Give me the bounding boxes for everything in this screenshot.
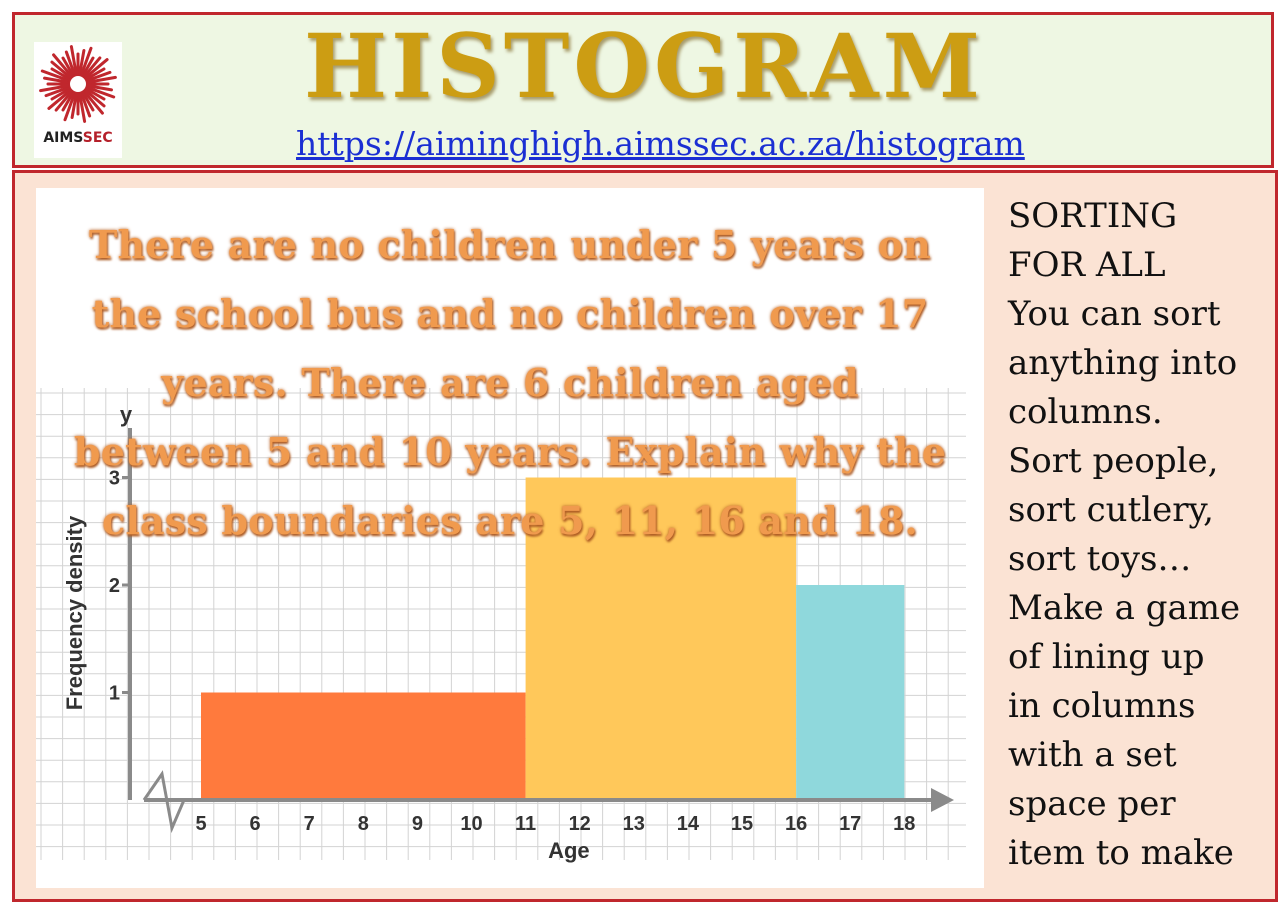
x-tick-label: 9 — [411, 813, 423, 835]
question-line: class boundaries are 5, 11, 16 and 18. — [102, 498, 918, 543]
side-note-line: Sort people, — [1008, 441, 1219, 481]
x-tick-label: 18 — [893, 813, 916, 835]
y-axis-label: Frequency density — [62, 515, 87, 711]
page-title: HISTOGRAM — [304, 14, 984, 118]
y-axis-letter: y — [119, 402, 133, 427]
side-note-line: in columns — [1008, 686, 1196, 726]
x-tick-label: 17 — [839, 813, 862, 835]
x-tick-label: 6 — [249, 813, 261, 835]
side-note-line: anything into — [1008, 343, 1238, 383]
histogram-bar — [796, 585, 904, 800]
side-note-line: You can sort — [1008, 294, 1221, 334]
side-note-line: item to make — [1008, 833, 1234, 873]
question-text — [40, 210, 980, 555]
x-tick-label: 5 — [195, 813, 207, 835]
x-tick-label: 10 — [460, 813, 483, 835]
x-tick-label: 7 — [303, 813, 315, 835]
x-tick-label: 11 — [515, 813, 537, 835]
side-note-line: sort toys… — [1008, 539, 1192, 579]
side-note-line: Make a game — [1008, 588, 1241, 628]
question-line: years. There are 6 children aged — [161, 360, 859, 405]
question-line: between 5 and 10 years. Explain why the — [73, 429, 947, 474]
histogram-link[interactable]: https://aiminghigh.aimssec.ac.za/histogram — [296, 124, 1025, 163]
y-tick-label: 2 — [108, 575, 120, 597]
x-axis-label: Age — [548, 838, 590, 863]
x-axis-arrow-icon — [931, 788, 954, 812]
x-tick-label: 16 — [784, 813, 808, 835]
side-note-line: FOR ALL — [1008, 245, 1166, 285]
x-tick-label: 12 — [568, 813, 591, 835]
side-note-line: space per — [1008, 784, 1176, 824]
y-tick-label: 1 — [108, 682, 120, 705]
x-tick-label: 8 — [357, 813, 369, 835]
question-line: There are no children under 5 years on — [88, 222, 932, 267]
side-note-line: sort cutlery, — [1008, 490, 1214, 530]
side-note-line: of lining up — [1008, 637, 1205, 677]
side-note-line: with a set — [1008, 735, 1177, 775]
x-tick-label: 15 — [730, 813, 754, 835]
x-tick-label: 14 — [676, 813, 700, 835]
y-tick-label: 3 — [108, 467, 120, 490]
logo-text: AIMSSEC — [43, 130, 113, 146]
side-note-line: SORTING — [1008, 196, 1178, 236]
side-note — [1008, 192, 1268, 878]
histogram-bar — [201, 693, 526, 801]
side-note-line: columns. — [1008, 392, 1163, 432]
question-line: the school bus and no children over 17 — [91, 291, 929, 336]
x-tick-label: 13 — [622, 813, 645, 835]
